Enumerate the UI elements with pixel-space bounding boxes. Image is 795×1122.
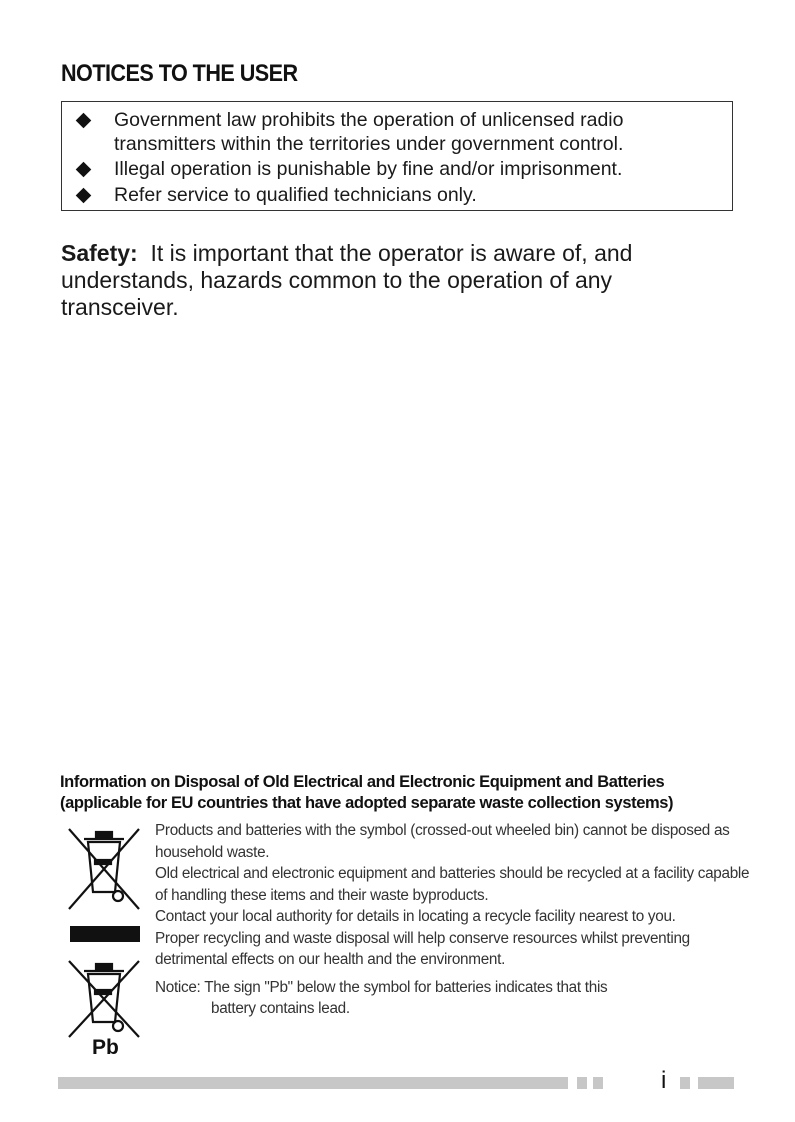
notice-item-3: Refer service to qualified technicians only. — [114, 184, 477, 206]
notice-item-1-line2: transmitters within the territories under government control. — [114, 133, 624, 155]
disposal-heading-line2: (applicable for EU countries that have adopted separate waste collection systems) — [60, 794, 674, 812]
disposal-text — [155, 820, 755, 1020]
disposal-paragraph-3: Contact your local authority for details in locating a recycle facility nearest to you. — [155, 908, 676, 925]
notice-item-1 — [114, 108, 623, 156]
safety-text: It is important that the operator is aware of, and understands, hazards common to the operation of any transceiver. — [61, 240, 633, 320]
diamond-bullet-icon — [76, 162, 92, 178]
lead-notice-line2: battery contains lead. — [211, 1000, 350, 1017]
disposal-heading — [60, 772, 760, 814]
diamond-bullet-icon — [76, 113, 92, 129]
safety-paragraph — [61, 240, 721, 321]
footer-bar-block — [680, 1077, 690, 1089]
disposal-heading-line1: Information on Disposal of Old Electrical and Electronic Equipment and Batteries — [60, 773, 665, 791]
safety-label: Safety: — [61, 240, 138, 266]
notices-box — [61, 101, 733, 211]
footer-bar-block — [593, 1077, 603, 1089]
lead-notice-line1: The sign "Pb" below the symbol for batteries indicates that this — [204, 978, 608, 996]
black-bar — [70, 926, 140, 942]
footer-bar-long — [58, 1077, 568, 1089]
disposal-paragraph-4: Proper recycling and waste disposal will help conserve resources whilst preventing detrimental effects on our health and the environment. — [155, 929, 690, 968]
crossed-out-wheeled-bin-battery-icon — [66, 958, 142, 1040]
pb-label: Pb — [92, 1036, 119, 1059]
notice-item-1-line1: Government law prohibits the operation of unlicensed radio — [114, 109, 624, 131]
footer-bar-end — [698, 1077, 734, 1089]
notice-item-2: Illegal operation is punishable by fine and/or imprisonment. — [114, 158, 623, 180]
disposal-paragraph-1: Products and batteries with the symbol (crossed-out wheeled bin) cannot be disposed as household waste. — [155, 822, 730, 861]
page-number: i — [661, 1067, 667, 1094]
lead-notice-label: Notice: — [155, 978, 201, 996]
notices-title: NOTICES TO THE USER — [61, 60, 298, 87]
diamond-bullet-icon — [76, 188, 92, 204]
lead-notice — [155, 977, 755, 1020]
footer-bar-block — [577, 1077, 587, 1089]
crossed-out-wheeled-bin-icon — [66, 826, 142, 912]
disposal-paragraph-2: Old electrical and electronic equipment and batteries should be recycled at a facility capable of handling these items and their waste byproducts. — [155, 865, 750, 904]
